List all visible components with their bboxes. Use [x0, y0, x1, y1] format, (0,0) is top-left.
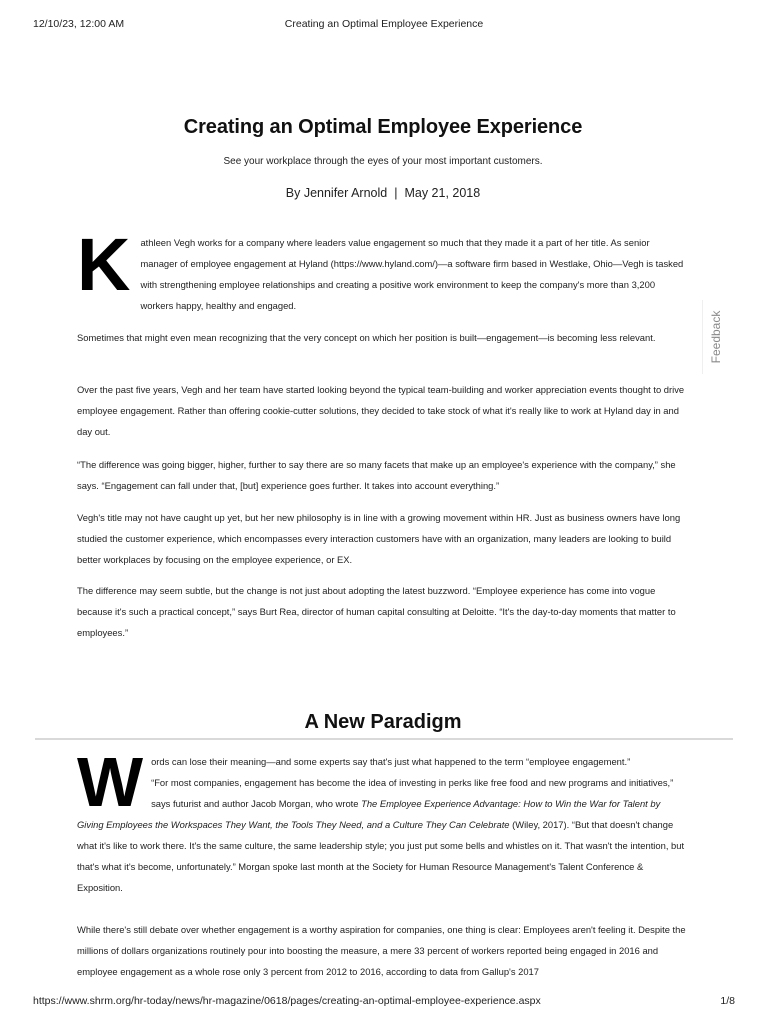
dropcap-w: W — [77, 743, 144, 821]
byline-author: By Jennifer Arnold — [285, 186, 388, 200]
section-divider — [35, 738, 733, 740]
section-p1-text: ords can lose their meaning—and some experts say that's just what happened to the term “employee engagement.” — [151, 756, 631, 767]
intro-p3-text: Over the past five years, Vegh and her team have started looking beyond the typical team-building and worker appreciation events thought to drive employee engagement. Rather than offering cookie-cutter solutions, they decided to take stock of what it's really like to work at Hyland day in and day out. — [77, 384, 685, 437]
section-paragraph-1 — [77, 743, 689, 898]
byline — [77, 186, 689, 200]
intro-p4-text: “The difference was going bigger, higher, further to say there are so many facets that make up an employee's experience with the company,” she says. “Engagement can fall under that, [but] experience goes further. It takes into account everything.” — [77, 459, 676, 491]
article-subtitle: See your workplace through the eyes of your most important customers. — [223, 156, 543, 167]
dropcap-k: K — [77, 223, 131, 306]
intro-p1-text: athleen Vegh works for a company where leaders value engagement so much that they made it a part of her title. As senior manager of employee engagement at Hyland (https://www.hyland.com/)—a software firm based in Westlake, Ohio—Vegh is tasked with strengthening employee relationships and creating a positive work environment to keep the company's more than 3,200 workers happy, healthy and engaged. — [140, 237, 684, 311]
section-paragraph-3 — [77, 919, 689, 982]
print-footer — [0, 995, 768, 1009]
intro-paragraph-5 — [77, 507, 689, 570]
article-title: Creating an Optimal Employee Experience — [183, 116, 583, 138]
feedback-label: Feedback — [709, 310, 723, 364]
intro-p5-text: Vegh's title may not have caught up yet, but her new philosophy is in line with a growing movement within HR. Just as business owners have long studied the customer experience, which encompasses every interaction customers have with an organization, many leaders are looking to build better workplaces by focusing on the employee experience, or EX. — [77, 512, 681, 565]
print-url: https://www.shrm.org/hr-today/news/hr-magazine/0618/pages/creating-an-optimal-employee-experience.aspx — [33, 995, 541, 1007]
intro-paragraph-4 — [77, 454, 689, 496]
feedback-tab[interactable] — [702, 300, 729, 374]
byline-separator: | — [394, 186, 398, 200]
section-p2-post: (Wiley, 2017). “But that doesn't change what it's like to work there. It's the same culture, the same leadership style; you just put some bells and whistles on it. That wasn't the intention, but that's what it's become, unfortunately.” Morgan spoke last month at the Society for Human Resource Management's Talent Conference & Exposition. — [77, 819, 685, 893]
print-doc-title: Creating an Optimal Employee Experience — [284, 18, 484, 30]
intro-p6-text: The difference may seem subtle, but the change is not just about adopting the latest buzzword. “Employee experience has come into vogue because it's such a practical concept,” says Burt Rea, director of human capital consulting at Deloitte. “It's the day-to-day moments that matter to employees.” — [77, 585, 676, 638]
print-header — [0, 18, 768, 32]
book-title: The Employee Experience Advantage: How to Win the War for Talent by Giving Employees the Workspaces They Want, the Tools They Need, and a Culture They Can Celebrate — [77, 798, 661, 830]
intro-paragraph-2 — [77, 327, 689, 348]
print-page-number: 1/8 — [720, 995, 735, 1007]
section-p3-text: While there's still debate over whether engagement is a worthy aspiration for companies, one thing is clear: Employees aren't feeling it. Despite the millions of dollars organizations routinely pour into boosting the measure, a mere 33 percent of workers reported being engaged in 2016 and employee engagement as a whole rose only 3 percent from 2012 to 2016, according to data from Gallup's 2017 — [77, 924, 686, 977]
print-datetime: 12/10/23, 12:00 AM — [33, 18, 125, 30]
intro-paragraph-3 — [77, 379, 689, 442]
intro-paragraph-1 — [77, 223, 689, 316]
section-heading: A New Paradigm — [304, 711, 462, 733]
intro-p2-text: Sometimes that might even mean recognizing that the very concept on which her position is built—engagement—is becoming less relevant. — [77, 332, 656, 343]
byline-date: May 21, 2018 — [404, 186, 481, 200]
intro-paragraph-6 — [77, 580, 689, 643]
section-p2-pre: “For most companies, engagement has become the idea of investing in perks like free food and new programs and initiatives,” says futurist and author Jacob Morgan, who wrote — [151, 777, 674, 809]
